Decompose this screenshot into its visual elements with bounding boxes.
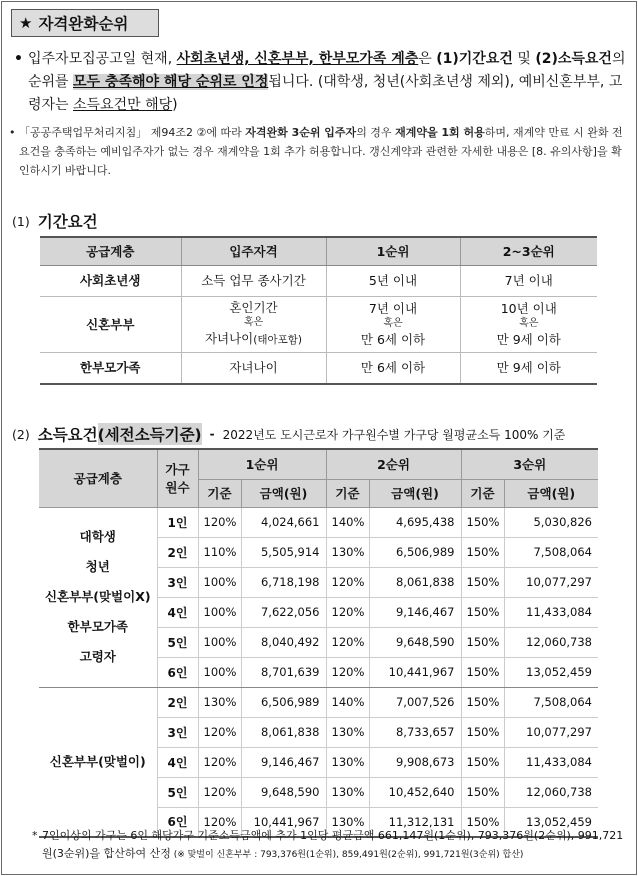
table-row [40,265,597,296]
cell-standard-1: 100% [198,627,241,657]
intro-text: ) [172,97,178,113]
header-amount: 금액(원) [241,479,326,507]
qual-line [182,330,326,349]
cell-standard-1: 130% [198,687,241,717]
cell-rank-2-3: 7년 이내 [460,265,597,296]
intro-condition-1: (1)기간요건 [436,51,513,67]
rank-or: 혹은 [519,318,539,329]
header-rank-2-3: 2~3순위 [460,237,597,265]
header-standard: 기준 [326,479,369,507]
section1-heading [12,210,98,232]
rank-line: 만 6세 이하 [360,332,426,347]
rank-or: 혹은 [383,318,403,329]
sub-note-text: 의 경우 [356,126,396,139]
bullet-icon: • [9,126,16,139]
star-icon: ★ [19,14,33,32]
group-line: 고령자 [79,649,116,664]
cell-household: 2인 [157,687,198,717]
section1-number: (1) [12,213,30,229]
cell-standard-3: 150% [461,567,504,597]
cell-standard-2: 130% [326,807,369,837]
intro-text: 입주자모집공고일 현재, [28,51,177,67]
section2-title-paren: (세전소득기준) [98,423,202,445]
cell-amount-1: 5,505,914 [241,537,326,567]
cell-standard-3: 150% [461,597,504,627]
cell-amount-1: 10,441,967 [241,807,326,837]
cell-group: 사회초년생 [40,265,181,296]
group-line: 신혼부부(맞벌이X) [44,589,151,604]
cell-standard-2: 120% [326,657,369,687]
header-rank-1: 1순위 [326,237,460,265]
cell-standard-2: 130% [326,747,369,777]
cell-amount-3: 11,433,084 [504,597,598,627]
section1-title: 기간요건 [37,213,98,231]
cell-standard-1: 110% [198,537,241,567]
cell-group: 신혼부부(맞벌이) [39,687,157,837]
header-group: 공급계층 [39,449,157,507]
section2-heading [12,423,565,445]
cell-standard-2: 120% [326,627,369,657]
cell-standard-2: 130% [326,537,369,567]
header-rank-3: 3순위 [461,449,598,479]
table-row [40,352,597,384]
sub-note [9,123,631,180]
intro-text: 의 순위를 [28,51,626,90]
cell-rank-2-3: 만 9세 이하 [460,352,597,384]
cell-amount-1: 4,024,661 [241,507,326,537]
intro-income-only: 소득요건만 해당 [73,97,173,113]
asterisk-icon: * [32,829,38,842]
cell-amount-1: 9,648,590 [241,777,326,807]
rank-line: 만 9세 이하 [496,332,561,347]
cell-standard-1: 120% [198,717,241,747]
cell-household: 3인 [157,567,198,597]
table-row [40,296,597,352]
cell-qualification: 소득 업무 종사기간 [181,265,326,296]
cell-standard-1: 100% [198,567,241,597]
cell-amount-1: 8,701,639 [241,657,326,687]
cell-amount-2: 9,648,590 [369,627,461,657]
sub-note-bold: 자격완화 3순위 입주자 [245,126,357,139]
section-title-box [11,9,159,37]
header-household-line: 원수 [165,480,190,496]
cell-standard-3: 150% [461,747,504,777]
cell-amount-3: 7,508,064 [504,537,598,567]
section-title: 자격완화순위 [38,15,129,33]
cell-standard-2: 130% [326,717,369,747]
footnote-text: 7인이상의 가구는 6인 해당가구 기준소득금액에 추가 1인당 평균금액 661,147원(1순위), 793,376원(2순위), 991,721원(3순위)을 합산하여 산정 [42,829,624,860]
cell-amount-2: 10,452,640 [369,777,461,807]
cell-household: 1인 [157,507,198,537]
cell-amount-2: 9,146,467 [369,597,461,627]
intro-condition-2: (2)소득요건 [535,51,612,67]
section2-dash: - [209,427,215,441]
footnote-small-text: (※ 맞벌이 신혼부부 : 793,376원(1순위), 859,491원(2순위), 991,721원(3순위) 합산) [170,850,524,860]
cell-household: 6인 [157,807,198,837]
cell-group: 한부모가족 [40,352,181,384]
section2-title: 소득요건 [37,426,98,444]
cell-amount-3: 11,433,084 [504,747,598,777]
header-household [157,449,198,507]
cell-standard-3: 150% [461,807,504,837]
cell-amount-1: 8,061,838 [241,717,326,747]
cell-household: 5인 [157,777,198,807]
group-line: 청년 [85,559,110,574]
cell-standard-2: 120% [326,597,369,627]
sub-note-bold: 재계약을 1회 허용 [395,126,485,139]
table-header-row [40,237,597,265]
cell-rank-1: 5년 이내 [326,265,460,296]
cell-group: 신혼부부 [40,296,181,352]
qual-line: 혼인기간 [229,300,278,315]
cell-standard-2: 140% [326,507,369,537]
intro-text: 됩니다. (대학생, 청년(사회초년생 제외), 예비신혼부부, 고령자는 [28,74,623,113]
section2-description: 2022년도 도시근로자 가구원수별 가구당 월평균소득 100% 기준 [222,427,566,442]
cell-amount-2: 9,908,673 [369,747,461,777]
cell-household: 2인 [157,537,198,567]
period-requirement-table [40,236,597,385]
cell-amount-2: 4,695,438 [369,507,461,537]
cell-amount-1: 6,718,198 [241,567,326,597]
qual-or: 혹은 [243,317,264,328]
intro-groups: 사회초년생, 신혼부부, 한부모가족 계층 [176,51,419,67]
cell-amount-2: 8,733,657 [369,717,461,747]
sub-note-text: 하며, 재계약 만료 시 완화 전 요건을 충족하는 예비입주자가 없는 경우 재계약을 1회 추가 허용합니다. 갱신계약과 관련한 자세한 내용은 [8. 유의사항]을 확인하시기 바랍니다. [19,126,623,177]
cell-qualification [181,296,326,352]
cell-standard-3: 150% [461,657,504,687]
cell-household: 6인 [157,657,198,687]
cell-standard-1: 120% [198,507,241,537]
header-standard: 기준 [198,479,241,507]
header-rank-1: 1순위 [198,449,326,479]
cell-household: 5인 [157,627,198,657]
cell-standard-2: 140% [326,687,369,717]
cell-qualification: 자녀나이 [181,352,326,384]
cell-standard-3: 150% [461,507,504,537]
cell-standard-1: 100% [198,657,241,687]
cell-standard-1: 120% [198,807,241,837]
cell-standard-3: 150% [461,537,504,567]
cell-amount-1: 8,040,492 [241,627,326,657]
qual-note: (태아포함) [253,334,303,346]
cell-standard-3: 150% [461,717,504,747]
cell-standard-2: 130% [326,777,369,807]
intro-text: 및 [512,51,536,67]
header-household-line: 가구 [165,462,190,478]
cell-amount-3: 13,052,459 [504,807,598,837]
table-header-row [39,449,598,479]
table-row [39,507,598,537]
cell-rank-1: 만 6세 이하 [326,352,460,384]
cell-group [39,507,157,687]
intro-must-text: 모두 충족해야 해당 순위로 인정 [73,74,269,90]
cell-amount-3: 13,052,459 [504,657,598,687]
cell-household: 3인 [157,717,198,747]
cell-standard-1: 120% [198,777,241,807]
cell-amount-1: 7,622,056 [241,597,326,627]
cell-standard-1: 120% [198,747,241,777]
income-requirement-table [39,448,598,838]
header-amount: 금액(원) [504,479,598,507]
header-amount: 금액(원) [369,479,461,507]
cell-amount-3: 10,077,297 [504,717,598,747]
group-line: 한부모가족 [67,619,128,634]
intro-paragraph [14,48,628,117]
bullet-icon: • [14,51,23,67]
cell-amount-3: 7,508,064 [504,687,598,717]
rank-line: 7년 이내 [368,301,418,316]
cell-standard-1: 100% [198,597,241,627]
cell-amount-2: 6,506,989 [369,537,461,567]
cell-household: 4인 [157,597,198,627]
cell-amount-1: 9,146,467 [241,747,326,777]
header-standard: 기준 [461,479,504,507]
footnote [32,827,632,864]
qual-text: 자녀나이 [204,331,254,346]
group-line: 대학생 [79,529,116,544]
cell-standard-2: 120% [326,567,369,597]
cell-standard-3: 150% [461,777,504,807]
cell-standard-3: 150% [461,687,504,717]
cell-amount-3: 12,060,738 [504,627,598,657]
section2-number: (2) [12,426,30,442]
cell-household: 4인 [157,747,198,777]
table-row [39,687,598,717]
header-qualification: 입주자격 [181,237,326,265]
cell-amount-2: 8,061,838 [369,567,461,597]
cell-amount-3: 5,030,826 [504,507,598,537]
cell-amount-2: 10,441,967 [369,657,461,687]
header-group: 공급계층 [40,237,181,265]
rank-line: 10년 이내 [500,301,557,316]
cell-rank-2-3 [460,296,597,352]
cell-amount-2: 11,312,131 [369,807,461,837]
header-rank-2: 2순위 [326,449,461,479]
sub-note-text: 「공공주택업무처리지침」 제94조2 ②에 따라 [19,126,246,139]
cell-amount-2: 7,007,526 [369,687,461,717]
cell-rank-1 [326,296,460,352]
cell-amount-3: 12,060,738 [504,777,598,807]
cell-amount-3: 10,077,297 [504,567,598,597]
intro-text: 은 [418,51,437,67]
cell-amount-1: 6,506,989 [241,687,326,717]
cell-standard-3: 150% [461,627,504,657]
